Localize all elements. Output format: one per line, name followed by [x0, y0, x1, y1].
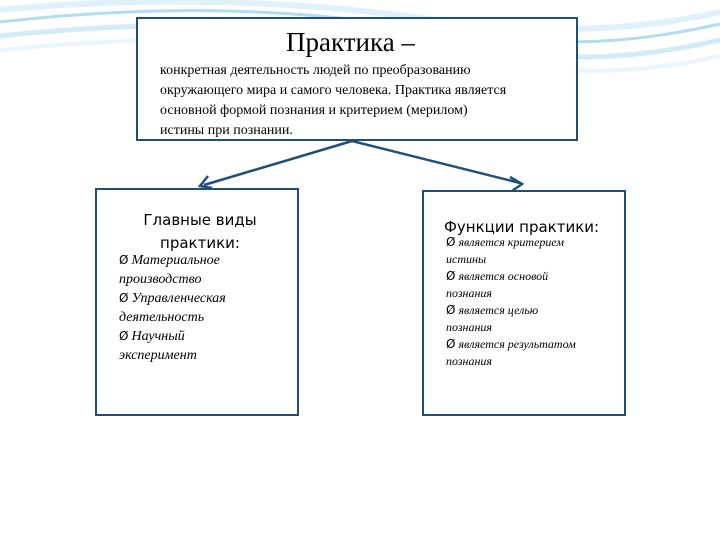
types-heading-line: Главные виды: [143, 211, 257, 229]
list-item-text: является целью: [458, 303, 539, 317]
list-item-continuation: истины: [446, 252, 487, 266]
list-item: [119, 327, 297, 346]
arrow-bullet-icon: Ø: [119, 291, 129, 305]
list-item-continuation: эксперимент: [119, 348, 197, 363]
list-item-text: Научный: [131, 329, 185, 344]
arrow-bullet-icon: Ø: [446, 235, 456, 249]
arrow-bullet-icon: Ø: [119, 253, 129, 267]
arrow-bullet-icon: Ø: [119, 329, 129, 343]
definition-line: основной формой познания и критерием (мерилом): [160, 103, 468, 118]
list-item-continuation: деятельность: [119, 310, 205, 325]
functions-heading: Функции практики:: [444, 218, 600, 236]
list-item: [119, 251, 297, 270]
arrow-bullet-icon: Ø: [446, 303, 456, 317]
arrow-to-right-box: [352, 141, 520, 183]
functions-list: [446, 234, 624, 370]
list-item: [446, 234, 624, 251]
types-list: [119, 251, 297, 365]
definition-line: конкретная деятельность людей по преобразованию: [160, 63, 471, 78]
list-item-text: является результатом: [458, 337, 576, 351]
definition-box: [136, 17, 578, 141]
list-item: [446, 268, 624, 285]
list-item-continuation: познания: [446, 286, 493, 300]
types-box: [95, 188, 299, 416]
types-heading-line: практики:: [160, 234, 240, 252]
definition-text: [160, 61, 570, 141]
arrow-bullet-icon: Ø: [446, 337, 456, 351]
list-item-continuation: производство: [119, 272, 202, 287]
list-item-text: Управленческая: [131, 291, 226, 306]
definition-line: истины при познании.: [160, 123, 293, 138]
list-item-text: является критерием: [458, 235, 565, 249]
list-item-text: Материальное: [131, 253, 220, 268]
arrow-bullet-icon: Ø: [446, 269, 456, 283]
list-item: [446, 336, 624, 353]
types-heading: [115, 209, 285, 255]
list-item: [446, 302, 624, 319]
arrow-to-left-box: [204, 141, 352, 185]
list-item-continuation: познания: [446, 354, 493, 368]
list-item-text: является основой: [458, 269, 549, 283]
definition-line: окружающего мира и самого человека. Практика является: [160, 83, 507, 98]
list-item-continuation: познания: [446, 320, 493, 334]
functions-box: [422, 190, 626, 416]
definition-title: Практика –: [286, 27, 415, 57]
list-item: [119, 289, 297, 308]
